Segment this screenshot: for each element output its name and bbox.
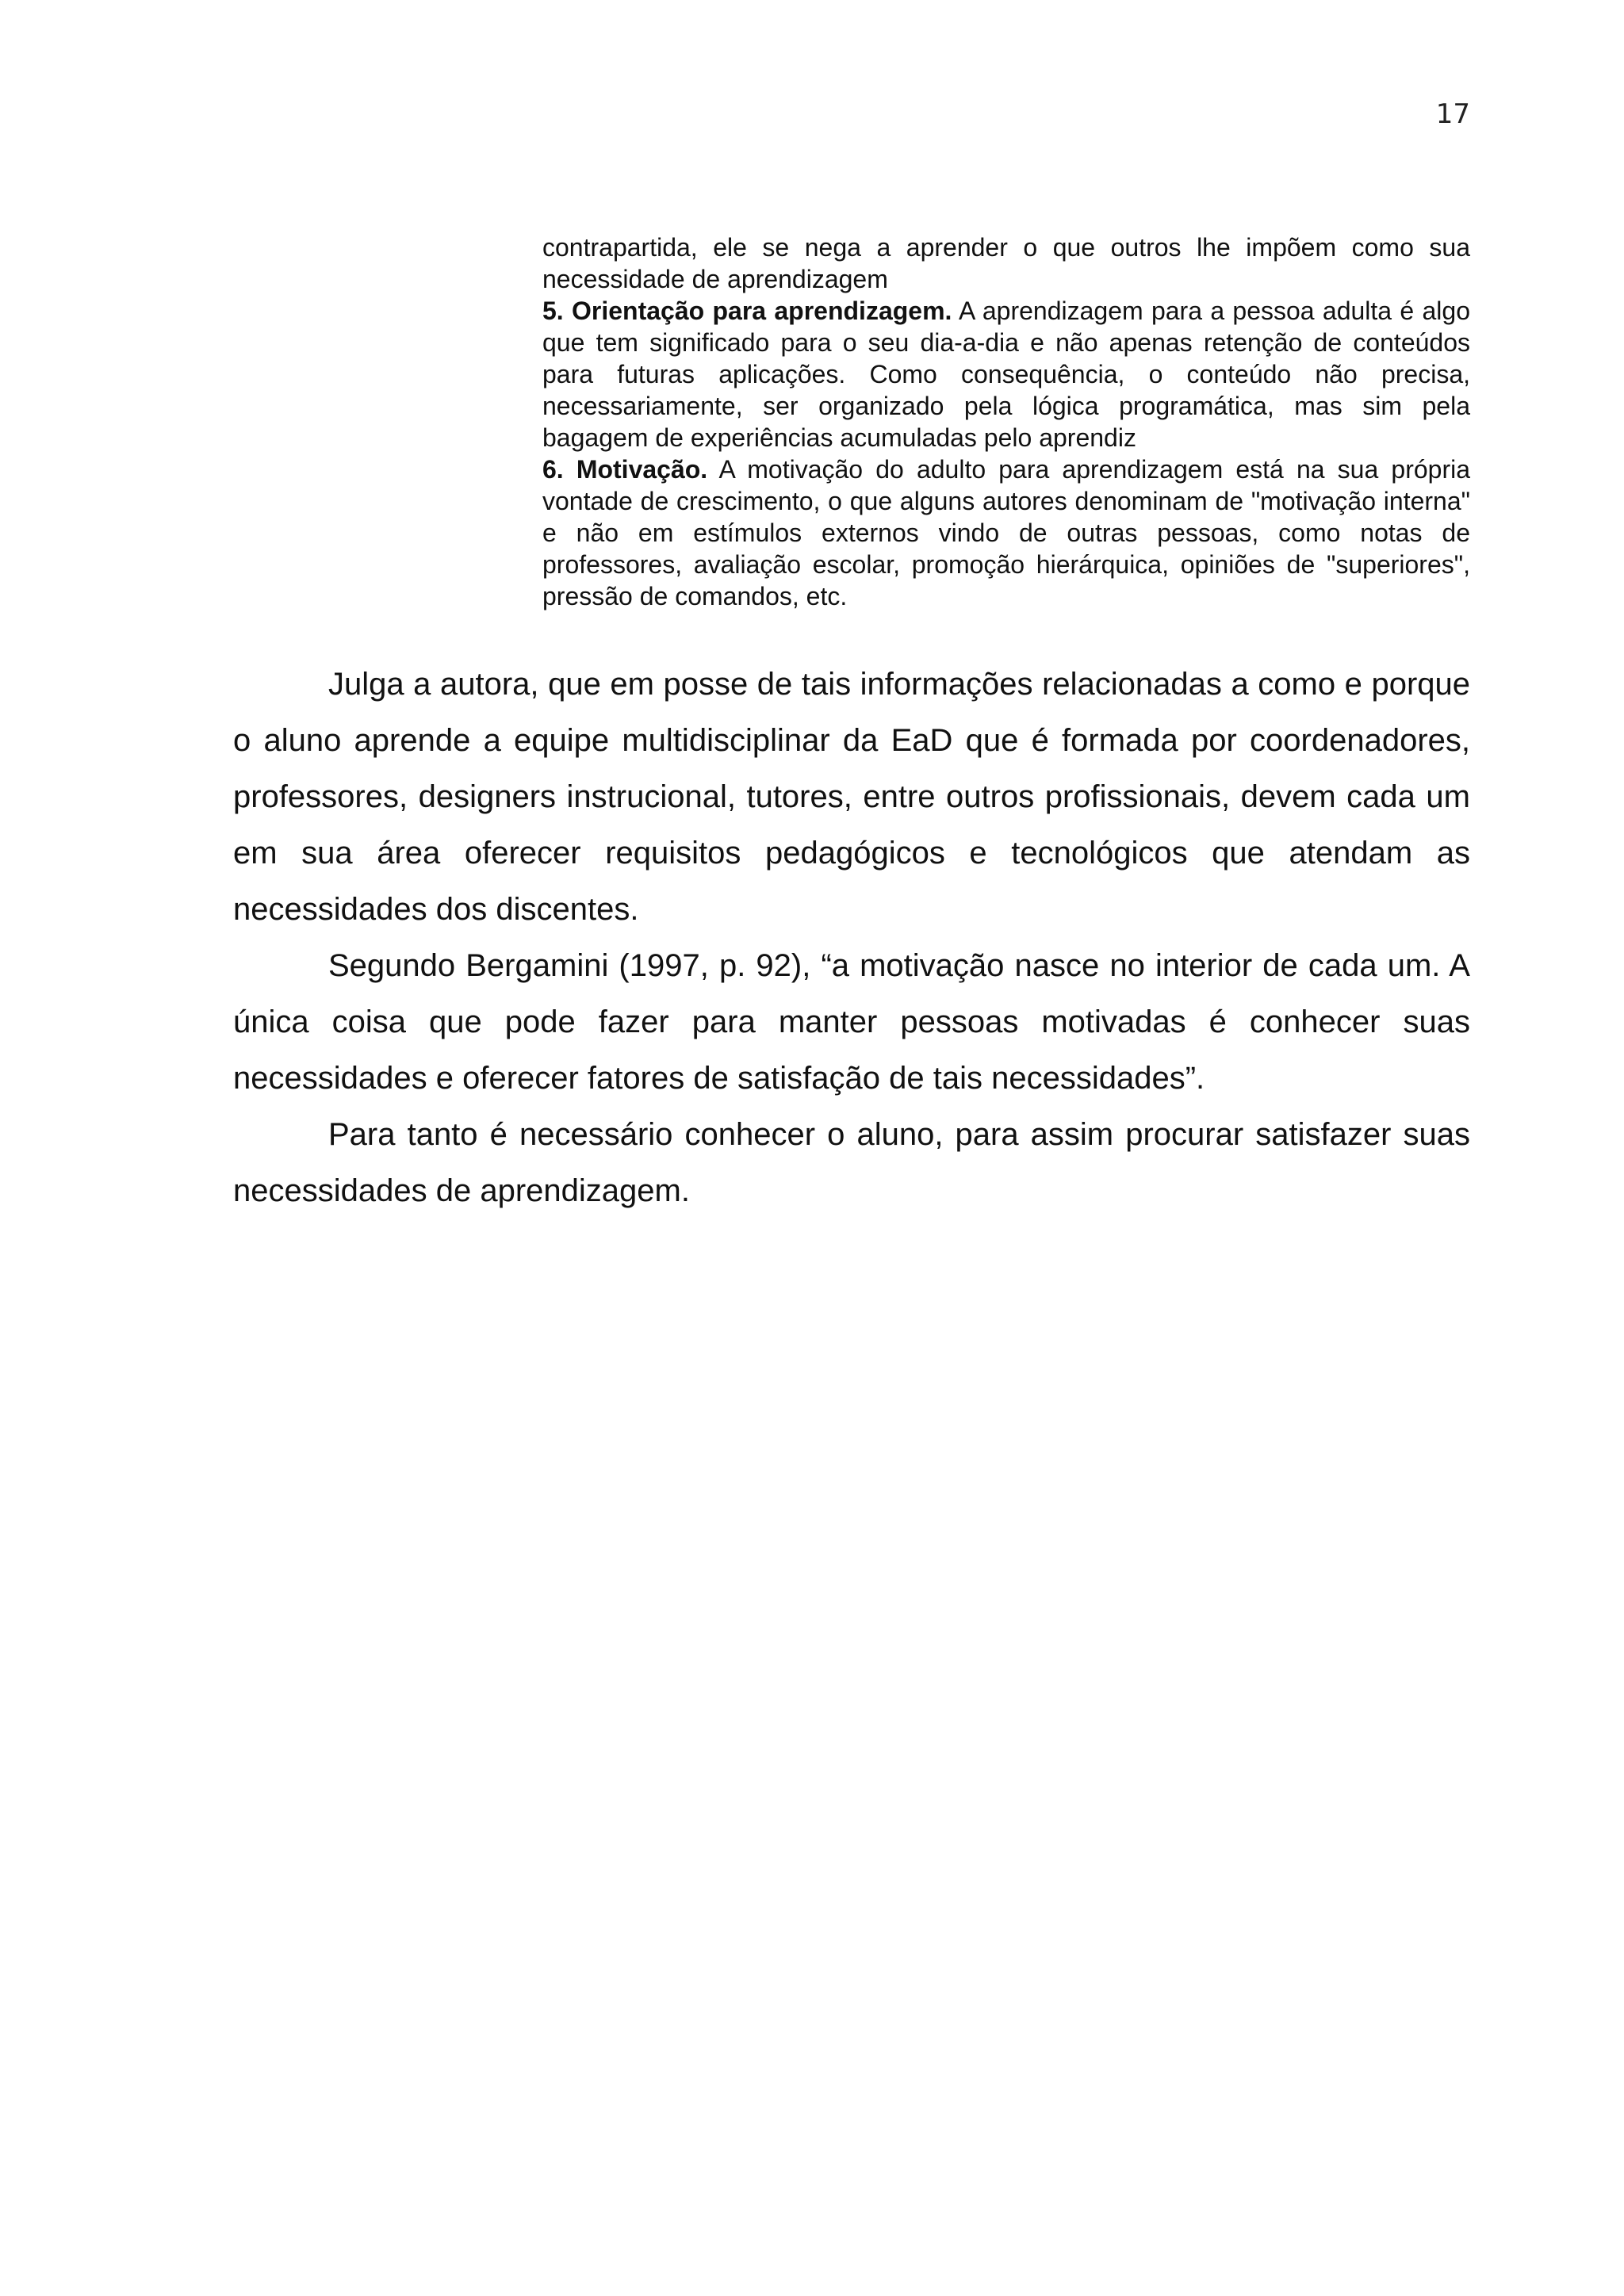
quote-item-5-text: A aprendizagem para a pessoa adulta é algo que tem significado para o seu dia-a-dia e não apenas retenção de conteúdos para futuras aplicações. Como consequência, o conteúdo não precisa, necessariamente, ser organizado pela lógica programática, mas sim pela bagagem de experiências acumuladas pelo aprendiz <box>542 297 1471 452</box>
quote-item-6 <box>542 453 1470 612</box>
body-text <box>233 656 1470 1219</box>
body-paragraph-2: Segundo Bergamini (1997, p. 92), “a motivação nasce no interior de cada um. A única coisa que pode fazer para manter pessoas motivadas é conhecer suas necessidades e oferecer fatores de satisfação de tais necessidades”. <box>233 948 1470 1096</box>
quote-item-6-heading: 6. Motivação. <box>542 455 708 484</box>
quote-item-6-text: A motivação do adulto para aprendizagem está na sua própria vontade de crescimento, o que alguns autores denominam de "motivação interna" e não em estímulos externos vindo de outras pessoas, como notas de professores, avaliação escolar, promoção hierárquica, opiniões de "superiores", pressão de comandos, etc. <box>542 455 1470 610</box>
page-number: 17 <box>1435 98 1470 130</box>
quote-item-5-heading: 5. Orientação para aprendizagem. <box>542 297 952 325</box>
quote-item-5 <box>542 295 1470 453</box>
long-quote-block <box>542 232 1470 612</box>
quote-paragraph-continuation: contrapartida, ele se nega a aprender o que outros lhe impõem como sua necessidade de aprendizagem <box>542 233 1470 293</box>
body-paragraph-3: Para tanto é necessário conhecer o aluno, para assim procurar satisfazer suas necessidades de aprendizagem. <box>233 1117 1470 1208</box>
body-paragraph-1: Julga a autora, que em posse de tais informações relacionadas a como e porque o aluno aprende a equipe multidisciplinar da EaD que é formada por coordenadores, professores, designers instrucional, tutores, entre outros profissionais, devem cada um em sua área oferecer requisitos pedagógicos e tecnológicos que atendam as necessidades dos discentes. <box>233 667 1470 927</box>
